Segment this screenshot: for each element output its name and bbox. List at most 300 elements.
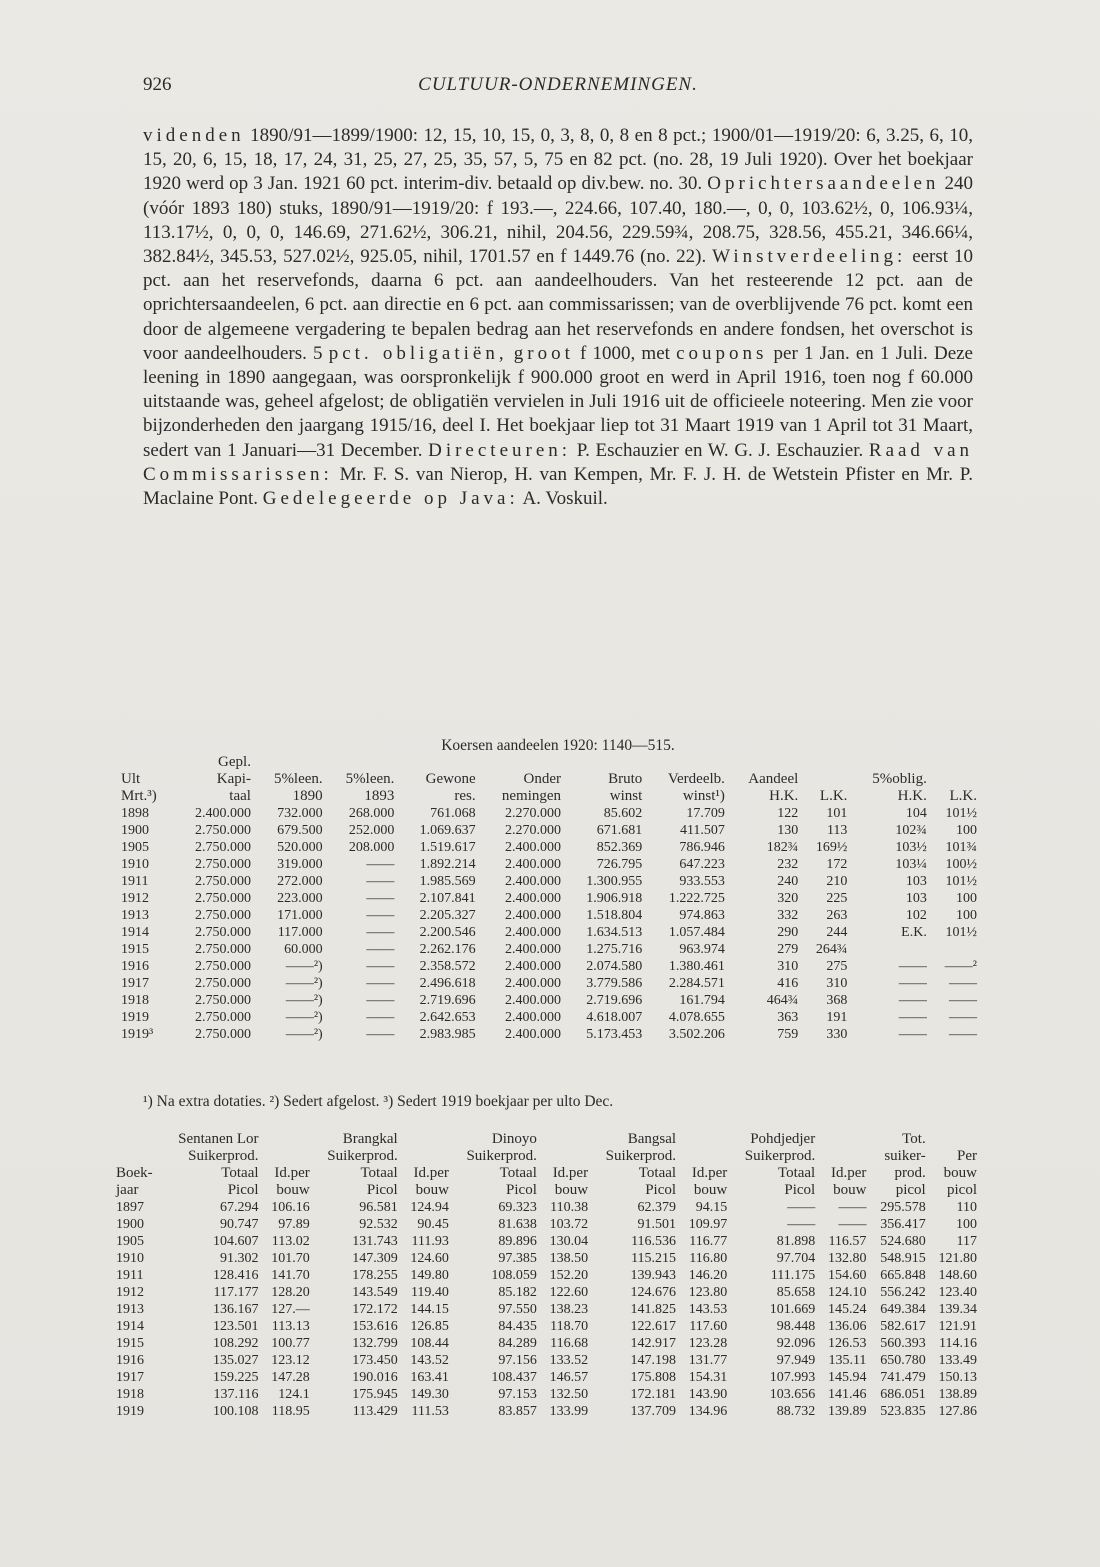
table-cell: —— <box>366 891 395 906</box>
table-cell: 138.89 <box>938 1387 977 1402</box>
table-cell: 2.496.618 <box>419 976 476 991</box>
table-cell: 191 <box>826 1010 848 1025</box>
table-cell: 240 <box>777 874 799 889</box>
table-row <box>113 1369 980 1386</box>
table-cell: 114.16 <box>939 1336 977 1351</box>
table-row <box>118 975 980 992</box>
table-cell: 118.70 <box>550 1319 589 1334</box>
column-header: 1890 <box>292 788 323 804</box>
table-cell: 1.518.804 <box>586 908 643 923</box>
table-cell: 1911 <box>121 874 149 889</box>
table-row <box>113 1335 980 1352</box>
table-cell: 128.416 <box>213 1268 259 1283</box>
column-header: Picol <box>506 1182 537 1198</box>
column-header <box>679 1131 730 1148</box>
table-cell: 98.448 <box>776 1319 816 1334</box>
table-cell: 97.550 <box>498 1302 537 1317</box>
table-cell: 133.49 <box>938 1353 977 1368</box>
table-cell: 232 <box>777 857 799 872</box>
table-cell: 123.40 <box>938 1285 977 1300</box>
table-cell: ——²) <box>285 959 323 974</box>
text-run: 240 (vóór 1893 180) stuks, 1890/91—1919/20: f 193.—, 224.66, 107.40, 180.—, 0, 0, 103.62½, 0, 106.93¼, 113.17½, 0, 0, 0, 146.69, 271.62½, 306.21, nihil, 204.56, 229.59¾, 208.75, 328.56, 455.21, 346.66¼, 382.84½, 345.53, 527.02½, 925.05, nihil, 1701.57 en f 1449.76 (no. 22). <box>143 173 974 268</box>
column-header: Tot. <box>902 1131 926 1147</box>
table-cell: —— <box>366 993 395 1008</box>
table-cell: 1.300.955 <box>586 874 643 889</box>
table-cell: 5.173.453 <box>586 1027 643 1042</box>
table-cell: 2.400.000 <box>505 959 562 974</box>
table-cell: 173.450 <box>352 1353 398 1368</box>
column-header: Totaal <box>777 1165 816 1181</box>
table-cell: 2.205.327 <box>419 908 476 923</box>
table-cell: —— <box>898 1027 927 1042</box>
table-cell: 143.549 <box>352 1285 398 1300</box>
table-cell: 127.— <box>271 1302 310 1317</box>
table-cell: 111.53 <box>411 1404 449 1419</box>
share-price-caption: Koersen aandeelen 1920: 1140—515. <box>441 737 675 754</box>
text-run: Mr. F. S. van Nierop, H. van Kempen, Mr. F. J. H. de Wetstein Pfister en Mr. P. Maclaine Pont. <box>143 463 973 510</box>
table-cell: 135.11 <box>828 1353 867 1368</box>
table-header-row <box>113 1182 980 1199</box>
table-cell: 556.242 <box>880 1285 926 1300</box>
table-cell: 94.15 <box>695 1200 728 1215</box>
table-cell: 1.906.918 <box>586 891 643 906</box>
table-cell: 2.107.841 <box>419 891 476 906</box>
table-cell: 2.400.000 <box>505 942 562 957</box>
spaced-heading: Gedelegeerde op Java: <box>262 488 519 510</box>
table-cell: 62.379 <box>637 1200 677 1215</box>
table-cell: 210 <box>826 874 848 889</box>
table-cell: —— <box>838 1217 867 1232</box>
table-row <box>118 805 980 822</box>
table-cell: 107.993 <box>769 1370 816 1385</box>
column-header: Per <box>957 1148 977 1164</box>
table-cell: 1915 <box>121 942 149 957</box>
table-cell: 124.1 <box>278 1387 310 1402</box>
table-cell: 2.400.000 <box>505 857 562 872</box>
table-cell: 81.638 <box>498 1217 537 1232</box>
column-header: res. <box>454 788 476 804</box>
table-cell: 96.581 <box>359 1200 398 1215</box>
table-row <box>118 958 980 975</box>
table-cell: —— <box>949 1010 977 1025</box>
table-cell: —— <box>366 925 395 940</box>
table-cell: ——²) <box>285 1027 323 1042</box>
column-header <box>479 754 564 771</box>
table-cell: 60.000 <box>284 942 323 957</box>
text-run: per 1 Jan. en 1 Juli. Deze leening in 1890 aangegaan, was oorspronkelijk f 900.000 groot en werd in April 1916, toen nog f 60.000 uitstaande was, geheel afgelost; de obligatiën vervielen in Juli 1916 uit de officieele noteering. Men zie voor bijzonderheden den jaargang 1915/16, deel I. Het boekjaar liep tot 31 Maart 1919 van 1 April tot 31 Maart, sedert van 1 Januari—31 December. <box>143 342 973 461</box>
table-cell: 263 <box>826 908 848 923</box>
table-cell: 933.553 <box>679 874 725 889</box>
table-cell: 974.863 <box>679 908 725 923</box>
table-cell: 1912 <box>121 891 149 906</box>
table-header-row <box>113 1148 980 1165</box>
table-cell: 2.750.000 <box>194 976 251 991</box>
table-cell: —— <box>366 976 395 991</box>
table-cell: 136.06 <box>827 1319 867 1334</box>
table-cell: 117.000 <box>277 925 323 940</box>
table-cell: 2.750.000 <box>194 1027 251 1042</box>
table-cell: 100½ <box>945 857 977 872</box>
table-cell: 650.780 <box>880 1353 926 1368</box>
company-description <box>143 124 973 511</box>
spaced-heading: videnden <box>143 125 245 146</box>
table-header-row <box>113 1131 980 1148</box>
table-cell: 225 <box>826 891 848 906</box>
table-cell: 90.45 <box>417 1217 449 1232</box>
table-cell: 1.985.569 <box>419 874 476 889</box>
table-cell: 252.000 <box>348 823 395 838</box>
column-header <box>326 754 398 771</box>
table-row <box>118 890 980 907</box>
table-cell: —— <box>366 857 395 872</box>
table-cell: 144.15 <box>410 1302 449 1317</box>
table-row <box>113 1318 980 1335</box>
table-cell: 852.369 <box>596 840 643 855</box>
table-cell: —— <box>787 1200 816 1215</box>
table-cell: 2.719.696 <box>586 993 643 1008</box>
table-cell: 1919 <box>121 1010 149 1025</box>
table-cell: 90.747 <box>220 1217 259 1232</box>
table-cell: 1.069.637 <box>419 823 476 838</box>
table-cell: 2.200.546 <box>419 925 476 940</box>
table-cell: 139.34 <box>938 1302 977 1317</box>
table-cell: 113.13 <box>271 1319 310 1334</box>
table-cell: 150.13 <box>938 1370 977 1385</box>
table-cell: 2.750.000 <box>194 908 251 923</box>
table-cell: 103 <box>905 874 927 889</box>
table-cell: 101½ <box>945 806 977 821</box>
column-header <box>540 1148 591 1165</box>
text-run: f 1000, met <box>573 342 677 364</box>
column-header: Onder <box>523 771 562 787</box>
table-cell: 153.616 <box>352 1319 398 1334</box>
column-header: H.K. <box>769 788 799 804</box>
column-header: 5%leen. <box>345 771 395 787</box>
column-header: Totaal <box>360 1165 398 1181</box>
table-cell: 134.96 <box>688 1404 728 1419</box>
table-cell: 2.750.000 <box>194 1010 251 1025</box>
column-header <box>801 771 850 788</box>
column-header: L.K. <box>819 788 848 804</box>
table-cell: 1897 <box>116 1200 144 1215</box>
table-cell: 1905 <box>121 840 149 855</box>
table-header-row <box>113 1165 980 1182</box>
table-cell: 2.750.000 <box>194 874 251 889</box>
table-cell: 88.732 <box>776 1404 816 1419</box>
table-cell: 89.896 <box>498 1234 537 1249</box>
column-header: Bangsal <box>627 1131 677 1147</box>
table-cell: 2.750.000 <box>194 891 251 906</box>
table-cell: 1919 <box>116 1404 144 1419</box>
table-cell: 103.656 <box>769 1387 816 1402</box>
table-cell: 464¾ <box>766 993 799 1008</box>
column-header <box>801 754 850 771</box>
table-cell: 761.068 <box>430 806 476 821</box>
table-cell: 130 <box>777 823 799 838</box>
table-row <box>118 992 980 1009</box>
table-cell: —— <box>898 1010 927 1025</box>
table-cell: 118.95 <box>271 1404 310 1419</box>
table-cell: 1914 <box>121 925 149 940</box>
spaced-heading: Winstverdeeling: <box>712 246 907 268</box>
table-cell: ——² <box>944 959 977 974</box>
table-cell: 332 <box>777 908 799 923</box>
column-header: H.K. <box>897 788 927 804</box>
table-row <box>118 907 980 924</box>
table-cell: 146.20 <box>688 1268 728 1283</box>
table-cell: 121.80 <box>938 1251 977 1266</box>
column-header: bouw <box>943 1165 977 1181</box>
table-cell: 101½ <box>945 925 977 940</box>
column-header: taal <box>229 788 251 804</box>
table-cell: 2.750.000 <box>194 840 251 855</box>
column-header: Pohdjedjer <box>750 1131 816 1147</box>
table-cell: 135.027 <box>213 1353 259 1368</box>
column-header: Boek- <box>116 1165 153 1181</box>
table-cell: 108.059 <box>491 1268 537 1283</box>
table-cell: 145.94 <box>827 1370 867 1385</box>
table-cell: 175.808 <box>630 1370 677 1385</box>
column-header: bouw <box>415 1182 449 1198</box>
table-cell: 103½ <box>895 840 927 855</box>
table-cell: 2.400.000 <box>505 840 562 855</box>
table-cell: 108.292 <box>213 1336 259 1351</box>
column-header: Bruto <box>608 771 643 787</box>
table-cell: 2.750.000 <box>194 942 251 957</box>
table-cell: 2.358.572 <box>419 959 476 974</box>
table-cell: 100 <box>956 891 977 906</box>
financial-table-footnote: ¹) Na extra dotaties. ²) Sedert afgelost. ³) Sedert 1919 boekjaar per ulto Dec. <box>143 1093 614 1110</box>
spaced-heading: pct. obligatiën, <box>328 342 508 364</box>
table-cell: 963.974 <box>679 942 725 957</box>
table-row <box>118 924 980 941</box>
table-cell: 2.750.000 <box>194 959 251 974</box>
table-cell: 1913 <box>121 908 149 923</box>
table-cell: 290 <box>777 925 799 940</box>
table-cell: 113.02 <box>271 1234 310 1249</box>
column-header: winst <box>609 788 643 804</box>
column-header: 5%leen. <box>273 771 323 787</box>
table-cell: 1.519.617 <box>419 840 476 855</box>
table-cell: 3.779.586 <box>586 976 643 991</box>
table-cell: 122.60 <box>549 1285 589 1300</box>
table-cell: 97.153 <box>498 1387 537 1402</box>
table-cell: 141.46 <box>827 1387 867 1402</box>
table-cell: ——²) <box>285 993 323 1008</box>
table-cell: 319.000 <box>277 857 323 872</box>
table-cell: 146.57 <box>549 1370 589 1385</box>
table-cell: 172.181 <box>630 1387 677 1402</box>
table-cell: 2.400.000 <box>194 806 251 821</box>
table-cell: 649.384 <box>880 1302 926 1317</box>
table-cell: 244 <box>826 925 848 940</box>
table-cell: 133.99 <box>549 1404 589 1419</box>
table-cell: 123.12 <box>271 1353 310 1368</box>
table-cell: 128.20 <box>271 1285 310 1300</box>
table-cell: 732.000 <box>277 806 323 821</box>
column-header: suiker- <box>884 1148 926 1164</box>
table-cell: 1900 <box>116 1217 144 1232</box>
table-row <box>113 1301 980 1318</box>
table-cell: 2.074.580 <box>586 959 643 974</box>
table-cell: 91.302 <box>220 1251 259 1266</box>
table-cell: —— <box>898 976 927 991</box>
column-header <box>850 754 929 771</box>
column-header: Totaal <box>499 1165 537 1181</box>
table-cell: 116.68 <box>550 1336 589 1351</box>
table-cell: 124.10 <box>827 1285 867 1300</box>
table-cell: 264¾ <box>815 942 848 957</box>
financial-table <box>118 754 980 1043</box>
table-row <box>113 1250 980 1267</box>
table-cell: 1.892.214 <box>419 857 476 872</box>
table-cell: E.K. <box>901 925 927 940</box>
column-header: bouw <box>693 1182 728 1198</box>
table-cell: 416 <box>777 976 799 991</box>
column-header: Id.per <box>831 1165 867 1181</box>
table-cell: 363 <box>777 1010 799 1025</box>
table-cell: 124.94 <box>410 1200 449 1215</box>
table-cell: 101.70 <box>271 1251 310 1266</box>
table-cell: 115.215 <box>631 1251 677 1266</box>
table-cell: 143.90 <box>688 1387 728 1402</box>
running-title: CULTUUR-ONDERNEMINGEN. <box>418 74 698 95</box>
table-cell: 2.719.696 <box>419 993 476 1008</box>
column-header: Dinoyo <box>491 1131 537 1147</box>
table-cell: 136.167 <box>213 1302 259 1317</box>
table-cell: 726.795 <box>596 857 643 872</box>
column-header: Brangkal <box>342 1131 398 1147</box>
table-cell: 2.400.000 <box>505 891 562 906</box>
table-cell: —— <box>949 976 977 991</box>
table-cell: —— <box>787 1217 816 1232</box>
table-cell: 108.44 <box>410 1336 449 1351</box>
column-header: Suikerprod. <box>327 1148 398 1164</box>
table-cell: 169½ <box>815 840 848 855</box>
column-header <box>262 1148 313 1165</box>
table-cell: 111.93 <box>411 1234 449 1249</box>
column-header <box>930 771 980 788</box>
column-header <box>728 754 801 771</box>
table-cell: 67.294 <box>220 1200 259 1215</box>
table-cell: 123.501 <box>213 1319 259 1334</box>
table-cell: —— <box>898 959 927 974</box>
column-header: Picol <box>227 1182 259 1198</box>
table-cell: ——²) <box>285 1010 323 1025</box>
table-cell: —— <box>838 1200 867 1215</box>
table-cell: 2.270.000 <box>505 806 562 821</box>
table-cell: 145.24 <box>827 1302 867 1317</box>
table-cell: 113 <box>826 823 848 838</box>
table-cell: 100 <box>956 823 977 838</box>
table-cell: 116.57 <box>828 1234 867 1249</box>
spaced-heading: Oprichtersaandeelen <box>707 173 940 195</box>
table-cell: 2.750.000 <box>194 857 251 872</box>
table-cell: 132.80 <box>827 1251 867 1266</box>
table-row <box>118 839 980 856</box>
table-cell: 92.532 <box>359 1217 398 1232</box>
table-row <box>118 1026 980 1043</box>
table-cell: 141.825 <box>630 1302 677 1317</box>
table-cell: 154.60 <box>827 1268 867 1283</box>
table-cell: 124.676 <box>630 1285 677 1300</box>
text-run: eerst 10 pct. aan het reservefonds, daarna 6 pct. aan aandeelhouders. Van het resteerende 12 pct. aan de oprichtersaandeelen, 6 pct. aan directie en 6 pct. aan commissarissen; van de overblijvende 76 pct. komt een door de algemeene vergadering te bepalen bedrag aan het reservefonds en andere fondsen, het overschot is voor aandeelhouders. 5 <box>143 246 973 364</box>
table-row <box>113 1386 980 1403</box>
table-cell: 411.507 <box>679 823 725 838</box>
table-cell: 147.28 <box>271 1370 310 1385</box>
table-cell: 679.500 <box>277 823 323 838</box>
column-header <box>564 754 645 771</box>
table-cell: 131.77 <box>688 1353 728 1368</box>
table-cell: 2.642.653 <box>419 1010 476 1025</box>
table-cell: 2.400.000 <box>505 908 562 923</box>
table-cell: 91.501 <box>637 1217 677 1232</box>
column-header: Ult <box>121 771 141 787</box>
table-cell: 116.536 <box>631 1234 677 1249</box>
table-cell: 4.078.655 <box>668 1010 725 1025</box>
table-cell: 786.946 <box>679 840 725 855</box>
table-cell: 147.309 <box>352 1251 398 1266</box>
column-header <box>930 754 980 771</box>
table-cell: 138.50 <box>549 1251 589 1266</box>
column-header: Mrt.³) <box>121 788 157 804</box>
table-cell: 1916 <box>116 1353 144 1368</box>
table-cell: 149.30 <box>410 1387 449 1402</box>
column-header: bouw <box>554 1182 589 1198</box>
table-cell: 132.50 <box>549 1387 589 1402</box>
table-cell: 2.400.000 <box>505 925 562 940</box>
column-header: Picol <box>366 1182 398 1198</box>
table-cell: 103.72 <box>549 1217 589 1232</box>
table-cell: 2.400.000 <box>505 1027 562 1042</box>
table-cell: 137.709 <box>630 1404 677 1419</box>
table-cell: 647.223 <box>679 857 725 872</box>
table-cell: 159.225 <box>213 1370 259 1385</box>
table-cell: 106.16 <box>271 1200 310 1215</box>
table-cell: 149.80 <box>410 1268 449 1283</box>
table-cell: 100.108 <box>213 1404 259 1419</box>
table-cell: 671.681 <box>596 823 643 838</box>
table-cell: 100 <box>956 1217 977 1232</box>
table-cell: 117.177 <box>213 1285 259 1300</box>
table-cell: 101¾ <box>945 840 977 855</box>
table-cell: 272.000 <box>277 874 323 889</box>
column-header: nemingen <box>501 788 562 804</box>
table-cell: 130.04 <box>549 1234 589 1249</box>
table-cell: 154.31 <box>688 1370 728 1385</box>
table-cell: 1.634.513 <box>586 925 643 940</box>
column-header: Suikerprod. <box>605 1148 677 1164</box>
column-header: bouw <box>833 1182 867 1198</box>
table-cell: 122.617 <box>630 1319 677 1334</box>
table-cell: 110 <box>956 1200 977 1215</box>
table-cell: 172 <box>826 857 848 872</box>
table-cell: 208.000 <box>348 840 395 855</box>
column-header: jaar <box>116 1182 139 1198</box>
table-cell: —— <box>366 1010 395 1025</box>
table-cell: 126.85 <box>410 1319 449 1334</box>
page-number: 926 <box>143 74 172 95</box>
table-cell: 81.898 <box>776 1234 816 1249</box>
table-cell: 123.28 <box>688 1336 728 1351</box>
table-row <box>118 941 980 958</box>
table-cell: 84.289 <box>498 1336 537 1351</box>
table-cell: —— <box>949 993 977 1008</box>
table-cell: 133.52 <box>549 1353 589 1368</box>
table-cell: 111.175 <box>770 1268 816 1283</box>
table-cell: 2.400.000 <box>505 874 562 889</box>
table-cell: 171.000 <box>277 908 323 923</box>
